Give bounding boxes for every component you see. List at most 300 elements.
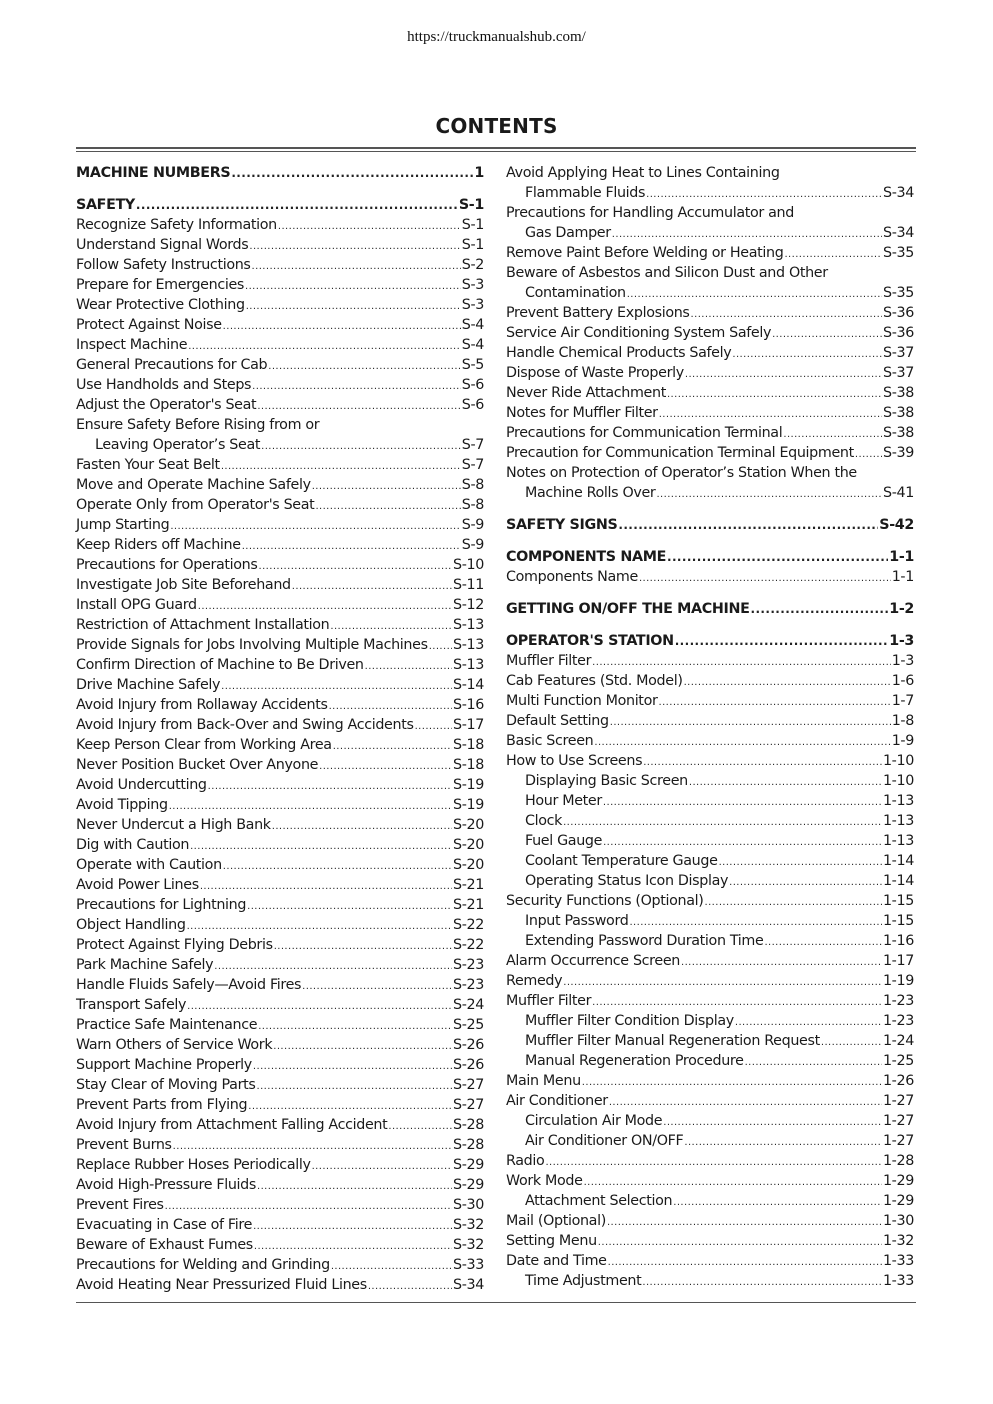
toc-entry[interactable] (76, 1195, 484, 1215)
toc-entry-label: Handle Fluids Safely—Avoid Fires (76, 977, 302, 993)
toc-subentry[interactable] (506, 1271, 914, 1291)
toc-page-number: S-39 (882, 445, 914, 461)
toc-page-number: 1-16 (882, 933, 914, 949)
dot-leader (609, 1093, 882, 1113)
toc-section[interactable] (506, 515, 914, 535)
toc-section[interactable] (506, 547, 914, 567)
toc-entry-continuation[interactable] (506, 483, 914, 503)
toc-entry[interactable] (76, 1255, 484, 1275)
dot-leader (592, 653, 891, 673)
toc-entry[interactable] (76, 1175, 484, 1195)
toc-page-number: S-23 (452, 957, 484, 973)
toc-page-number: S-34 (882, 225, 914, 241)
dot-leader (257, 397, 460, 417)
toc-entry[interactable] (76, 1035, 484, 1055)
toc-entry-label: Adjust the Operator's Seat (76, 397, 257, 413)
dot-leader (821, 1033, 882, 1053)
toc-entry-label: Support Machine Properly (76, 1057, 252, 1073)
dot-leader (246, 297, 461, 317)
toc-page-number: S-42 (879, 517, 914, 533)
toc-entry-continuation[interactable] (506, 283, 914, 303)
toc-page-number: S-36 (882, 325, 914, 341)
toc-entry[interactable] (506, 651, 914, 671)
dot-leader (607, 1213, 882, 1233)
toc-entry-label: Muffler Filter (506, 653, 592, 669)
toc-page-number: 1-3 (891, 653, 914, 669)
dot-leader (272, 817, 452, 837)
toc-entry-label: Remove Paint Before Welding or Heating (506, 245, 784, 261)
toc-entry-label: Setting Menu (506, 1233, 597, 1249)
toc-entry-label: Attachment Selection (525, 1193, 673, 1209)
toc-entry-label: Cab Features (Std. Model) (506, 673, 683, 689)
toc-entry[interactable] (506, 751, 914, 771)
toc-entry-label: Muffler Filter Manual Regeneration Request (525, 1033, 820, 1049)
toc-section[interactable] (506, 599, 914, 619)
toc-entry[interactable] (76, 675, 484, 695)
toc-page-number: S-9 (461, 537, 484, 553)
toc-page-number: S-20 (452, 817, 484, 833)
dot-leader (563, 813, 882, 833)
toc-entry[interactable] (76, 635, 484, 655)
toc-entry-label: Jump Starting (76, 517, 170, 533)
toc-entry-heading: Notes on Protection of Operator’s Station When the (506, 465, 857, 481)
toc-entry[interactable] (506, 1211, 914, 1231)
toc-entry[interactable] (76, 595, 484, 615)
toc-entry-label: Extending Password Duration Time (525, 933, 764, 949)
toc-entry[interactable] (506, 363, 914, 383)
toc-entry[interactable] (76, 1275, 484, 1295)
toc-entry-label: General Precautions for Cab (76, 357, 268, 373)
toc-entry[interactable] (506, 1151, 914, 1171)
title-rule-thick (76, 147, 916, 149)
toc-entry[interactable] (76, 615, 484, 635)
dot-leader (273, 1037, 452, 1057)
toc-page-number: 1-13 (882, 813, 914, 829)
toc-entry[interactable] (506, 1171, 914, 1191)
dot-leader (208, 777, 452, 797)
toc-page-number: S-14 (452, 677, 484, 693)
dot-leader (667, 385, 882, 405)
toc-entry[interactable] (506, 891, 914, 911)
toc-page-number: S-1 (461, 217, 484, 233)
toc-entry[interactable] (506, 951, 914, 971)
toc-page-number: 1-17 (882, 953, 914, 969)
dot-leader (603, 833, 882, 853)
toc-page-number: S-22 (452, 937, 484, 953)
dot-leader (629, 913, 881, 933)
toc-entry[interactable] (76, 535, 484, 555)
toc-entry-label: Replace Rubber Hoses Periodically (76, 1157, 311, 1173)
toc-entry[interactable] (506, 1251, 914, 1271)
toc-page-number: S-38 (882, 405, 914, 421)
toc-right-column (506, 163, 914, 1291)
toc-page-number: S-29 (452, 1157, 484, 1173)
dot-leader (331, 1257, 452, 1277)
toc-page-number: S-34 (882, 185, 914, 201)
toc-page-number: 1-25 (882, 1053, 914, 1069)
toc-entry-heading: Avoid Applying Heat to Lines Containing (506, 165, 780, 181)
toc-entry[interactable] (76, 1075, 484, 1095)
dot-leader (274, 937, 452, 957)
toc-entry[interactable] (76, 375, 484, 395)
toc-entry[interactable] (506, 731, 914, 751)
toc-entry[interactable] (76, 275, 484, 295)
toc-entry[interactable] (76, 775, 484, 795)
toc-entry[interactable] (506, 383, 914, 403)
toc-entry[interactable] (506, 303, 914, 323)
toc-page-number: S-12 (452, 597, 484, 613)
toc-entry-label: MACHINE NUMBERS (76, 165, 231, 181)
toc-entry-label: Inspect Machine (76, 337, 188, 353)
dot-leader (368, 1277, 452, 1297)
toc-entry[interactable] (76, 915, 484, 935)
toc-entry-label: Stay Clear of Moving Parts (76, 1077, 256, 1093)
toc-page-number: S-16 (452, 697, 484, 713)
toc-page-number: S-35 (882, 245, 914, 261)
toc-entry-label: Wear Protective Clothing (76, 297, 245, 313)
toc-page-number: S-1 (461, 237, 484, 253)
toc-entry-label: Air Conditioner (506, 1093, 608, 1109)
toc-entry[interactable] (76, 215, 484, 235)
toc-entry-label: Prevent Fires (76, 1197, 164, 1213)
toc-page-number: S-29 (452, 1177, 484, 1193)
toc-page-number: 1-27 (882, 1093, 914, 1109)
toc-entry-label: Muffler Filter Condition Display (525, 1013, 734, 1029)
dot-leader (667, 547, 888, 567)
toc-entry[interactable] (76, 755, 484, 775)
toc-entry-label: Mail (Optional) (506, 1213, 606, 1229)
toc-entry-label: Object Handling (76, 917, 186, 933)
dot-leader (249, 237, 460, 257)
toc-entry-label: Prepare for Emergencies (76, 277, 245, 293)
toc-page-number: 1-32 (882, 1233, 914, 1249)
toc-entry-label: How to Use Screens (506, 753, 643, 769)
dot-leader (784, 245, 882, 265)
toc-entry-label: Leaving Operator’s Seat (95, 437, 261, 453)
toc-entry-label: Prevent Battery Explosions (506, 305, 690, 321)
toc-entry-label: Install OPG Guard (76, 597, 197, 613)
toc-entry-label: Transport Safely (76, 997, 187, 1013)
toc-entry-label: Precautions for Operations (76, 557, 258, 573)
dot-leader (659, 693, 891, 713)
toc-entry[interactable] (76, 815, 484, 835)
toc-entry[interactable] (506, 323, 914, 343)
dot-leader (656, 485, 882, 505)
toc-entry[interactable] (76, 1055, 484, 1075)
dot-leader (681, 953, 882, 973)
dot-leader (642, 1273, 882, 1293)
toc-entry[interactable] (76, 355, 484, 375)
toc-entry[interactable] (76, 1135, 484, 1155)
toc-entry-label: Displaying Basic Screen (525, 773, 688, 789)
toc-entry-label: SAFETY (76, 197, 135, 213)
toc-entry[interactable] (506, 1071, 914, 1091)
dot-leader (545, 1153, 882, 1173)
toc-entry[interactable] (76, 875, 484, 895)
toc-subentry[interactable] (506, 1111, 914, 1131)
dot-leader (684, 1133, 882, 1153)
toc-page-number: S-5 (461, 357, 484, 373)
dot-leader (729, 873, 882, 893)
toc-entry[interactable] (76, 235, 484, 255)
toc-entry-continuation[interactable] (76, 435, 484, 455)
toc-entry-label: Fuel Gauge (525, 833, 603, 849)
dot-leader (198, 597, 452, 617)
toc-entry-label: Use Handholds and Steps (76, 377, 252, 393)
dot-leader (691, 305, 882, 325)
dot-leader (618, 515, 878, 535)
toc-entry-label: Machine Rolls Over (525, 485, 656, 501)
toc-section[interactable] (506, 631, 914, 651)
toc-section[interactable] (76, 163, 484, 183)
toc-page-number: 1-27 (882, 1133, 914, 1149)
toc-page-number: S-23 (452, 977, 484, 993)
dot-leader (278, 217, 461, 237)
toc-entry-label: Avoid Heating Near Pressurized Fluid Lines (76, 1277, 367, 1293)
toc-entry-label: Avoid Injury from Rollaway Accidents (76, 697, 328, 713)
toc-subentry[interactable] (506, 1011, 914, 1031)
toc-entry[interactable] (506, 711, 914, 731)
toc-entry-label: Main Menu (506, 1073, 581, 1089)
toc-entry[interactable] (76, 835, 484, 855)
toc-entry[interactable] (76, 1015, 484, 1035)
dot-leader (675, 631, 889, 651)
dot-leader (268, 357, 460, 377)
toc-entry-label: Practice Safe Maintenance (76, 1017, 258, 1033)
toc-entry[interactable] (76, 1215, 484, 1235)
toc-subentry[interactable] (506, 1191, 914, 1211)
toc-page-number: 1-28 (882, 1153, 914, 1169)
toc-entry[interactable] (76, 1115, 484, 1135)
dot-leader (231, 163, 473, 183)
toc-entry[interactable] (76, 855, 484, 875)
toc-entry[interactable] (76, 995, 484, 1015)
toc-entry[interactable] (76, 495, 484, 515)
toc-entry-label: Work Mode (506, 1173, 583, 1189)
toc-entry-label: Precaution for Communication Terminal Equipment (506, 445, 854, 461)
toc-subentry[interactable] (506, 931, 914, 951)
toc-entry[interactable] (76, 715, 484, 735)
toc-entry-label: Multi Function Monitor (506, 693, 658, 709)
toc-entry-label: Provide Signals for Jobs Involving Multiple Machines (76, 637, 428, 653)
toc-page-number: 1-15 (882, 913, 914, 929)
dot-leader (639, 569, 891, 589)
dot-leader (388, 1117, 452, 1137)
dot-leader (221, 677, 452, 697)
toc-entry[interactable] (76, 695, 484, 715)
toc-subentry[interactable] (506, 851, 914, 871)
toc-page-number: 1-7 (891, 693, 914, 709)
toc-entry[interactable] (506, 567, 914, 587)
toc-page-number: S-20 (452, 837, 484, 853)
dot-leader (684, 673, 891, 693)
toc-entry[interactable] (506, 1231, 914, 1251)
dot-leader (247, 897, 452, 917)
toc-entry-label: Never Position Bucket Over Anyone (76, 757, 319, 773)
toc-entry[interactable] (76, 455, 484, 475)
toc-page-number: S-37 (882, 345, 914, 361)
toc-entry[interactable] (76, 475, 484, 495)
toc-entry-label: Service Air Conditioning System Safely (506, 325, 772, 341)
toc-entry[interactable] (506, 971, 914, 991)
toc-entry[interactable] (76, 555, 484, 575)
dot-leader (223, 317, 461, 337)
toc-entry-label: Date and Time (506, 1253, 607, 1269)
dot-leader (719, 853, 882, 873)
toc-page-number: S-33 (452, 1257, 484, 1273)
toc-entry[interactable] (506, 243, 914, 263)
toc-page-number: 1-1 (889, 549, 914, 565)
toc-page-number: 1-24 (882, 1033, 914, 1049)
toc-entry-label: Manual Regeneration Procedure (525, 1053, 744, 1069)
dot-leader (603, 793, 882, 813)
toc-subentry[interactable] (506, 1051, 914, 1071)
toc-entry-label: Time Adjustment (525, 1273, 642, 1289)
toc-page-number: 1-6 (891, 673, 914, 689)
dot-leader (256, 1077, 451, 1097)
dot-leader (663, 1113, 882, 1133)
toc-entry[interactable] (506, 991, 914, 1011)
toc-entry-label: Gas Damper (525, 225, 611, 241)
toc-entry[interactable] (506, 443, 914, 463)
toc-entry[interactable] (76, 935, 484, 955)
dot-leader (855, 445, 882, 465)
dot-leader (257, 1177, 452, 1197)
dot-leader (685, 365, 882, 385)
dot-leader (136, 195, 458, 215)
toc-entry[interactable] (76, 975, 484, 995)
toc-subentry[interactable] (506, 871, 914, 891)
toc-entry[interactable] (76, 255, 484, 275)
toc-subentry[interactable] (506, 831, 914, 851)
toc-entry[interactable] (76, 295, 484, 315)
dot-leader (221, 457, 461, 477)
dot-leader (584, 1173, 882, 1193)
dot-leader (582, 1073, 882, 1093)
dot-leader (612, 225, 882, 245)
dot-leader (594, 733, 890, 753)
dot-leader (258, 1017, 452, 1037)
toc-entry[interactable] (506, 343, 914, 363)
toc-entry[interactable] (506, 403, 914, 423)
toc-entry[interactable] (506, 671, 914, 691)
toc-entry-label: SAFETY SIGNS (506, 517, 618, 533)
toc-entry-label: Keep Person Clear from Working Area (76, 737, 332, 753)
dot-leader (188, 337, 461, 357)
dot-leader (627, 285, 882, 305)
dot-leader (292, 577, 452, 597)
toc-entry-label: Protect Against Flying Debris (76, 937, 273, 953)
dot-leader (329, 697, 452, 717)
toc-entry[interactable] (76, 1095, 484, 1115)
toc-entry-label: Notes for Muffler Filter (506, 405, 658, 421)
toc-page-number: S-36 (882, 305, 914, 321)
bottom-rule (76, 1302, 916, 1303)
toc-entry[interactable] (76, 515, 484, 535)
toc-entry-heading: Ensure Safety Before Rising from or (76, 417, 320, 433)
toc-entry-continuation[interactable] (506, 223, 914, 243)
toc-entry[interactable] (76, 395, 484, 415)
toc-page-number: S-13 (452, 637, 484, 653)
dot-leader (783, 425, 882, 445)
toc-entry-label: Understand Signal Words (76, 237, 249, 253)
toc-entry-label: Keep Riders off Machine (76, 537, 241, 553)
toc-entry[interactable] (76, 955, 484, 975)
toc-page-number: 1-3 (889, 633, 914, 649)
toc-page-number: S-28 (452, 1137, 484, 1153)
toc-entry-label: Avoid Injury from Back-Over and Swing Accidents (76, 717, 414, 733)
toc-entry[interactable] (76, 575, 484, 595)
dot-leader (173, 1137, 452, 1157)
toc-page-number: 1-14 (882, 853, 914, 869)
toc-subentry[interactable] (506, 771, 914, 791)
toc-page-number: S-20 (452, 857, 484, 873)
toc-entry[interactable] (76, 1235, 484, 1255)
toc-entry[interactable] (506, 1091, 914, 1111)
toc-entry[interactable] (76, 335, 484, 355)
toc-entry-label: Avoid High-Pressure Fluids (76, 1177, 257, 1193)
toc-page-number: S-9 (461, 517, 484, 533)
toc-entry-label: GETTING ON/OFF THE MACHINE (506, 601, 750, 617)
dot-leader (170, 517, 460, 537)
toc-entry-label: Remedy (506, 973, 563, 989)
toc-page-number: 1-15 (882, 893, 914, 909)
toc-entry-label: Operating Status Icon Display (525, 873, 729, 889)
toc-subentry[interactable] (506, 811, 914, 831)
toc-entry[interactable] (76, 655, 484, 675)
toc-page-number: 1-27 (882, 1113, 914, 1129)
toc-subentry[interactable] (506, 1031, 914, 1051)
toc-page-number: S-32 (452, 1237, 484, 1253)
toc-subentry[interactable] (506, 911, 914, 931)
toc-page-number: 1-13 (882, 793, 914, 809)
toc-entry-label: Prevent Burns (76, 1137, 172, 1153)
toc-subentry[interactable] (506, 1131, 914, 1151)
toc-page-number: S-38 (882, 425, 914, 441)
toc-entry[interactable] (76, 315, 484, 335)
toc-page-number: S-8 (461, 497, 484, 513)
dot-leader (732, 345, 882, 365)
toc-page-number: 1-10 (882, 753, 914, 769)
toc-page-number: S-38 (882, 385, 914, 401)
dot-leader (643, 753, 882, 773)
toc-entry[interactable] (76, 795, 484, 815)
toc-section[interactable] (76, 195, 484, 215)
toc-entry[interactable] (506, 423, 914, 443)
toc-entry[interactable] (76, 735, 484, 755)
toc-page-number: S-2 (461, 257, 484, 273)
toc-entry-label: Components Name (506, 569, 638, 585)
dot-leader (772, 325, 882, 345)
dot-leader (659, 405, 882, 425)
toc-subentry[interactable] (506, 791, 914, 811)
dot-leader (646, 185, 882, 205)
dot-leader (187, 917, 452, 937)
toc-entry[interactable] (506, 691, 914, 711)
toc-entry-label: Beware of Exhaust Fumes (76, 1237, 253, 1253)
toc-entry[interactable] (76, 1155, 484, 1175)
toc-entry-label: Radio (506, 1153, 545, 1169)
toc-entry-label: Precautions for Welding and Grinding (76, 1257, 330, 1273)
toc-entry-label: Park Machine Safely (76, 957, 214, 973)
header-url: https://truckmanualshub.com/ (407, 29, 586, 45)
dot-leader (673, 1193, 882, 1213)
toc-page-number: S-25 (452, 1017, 484, 1033)
toc-page-number: S-11 (452, 577, 484, 593)
toc-entry[interactable] (76, 895, 484, 915)
toc-entry-continuation[interactable] (506, 183, 914, 203)
toc-page-number: 1-26 (882, 1073, 914, 1089)
